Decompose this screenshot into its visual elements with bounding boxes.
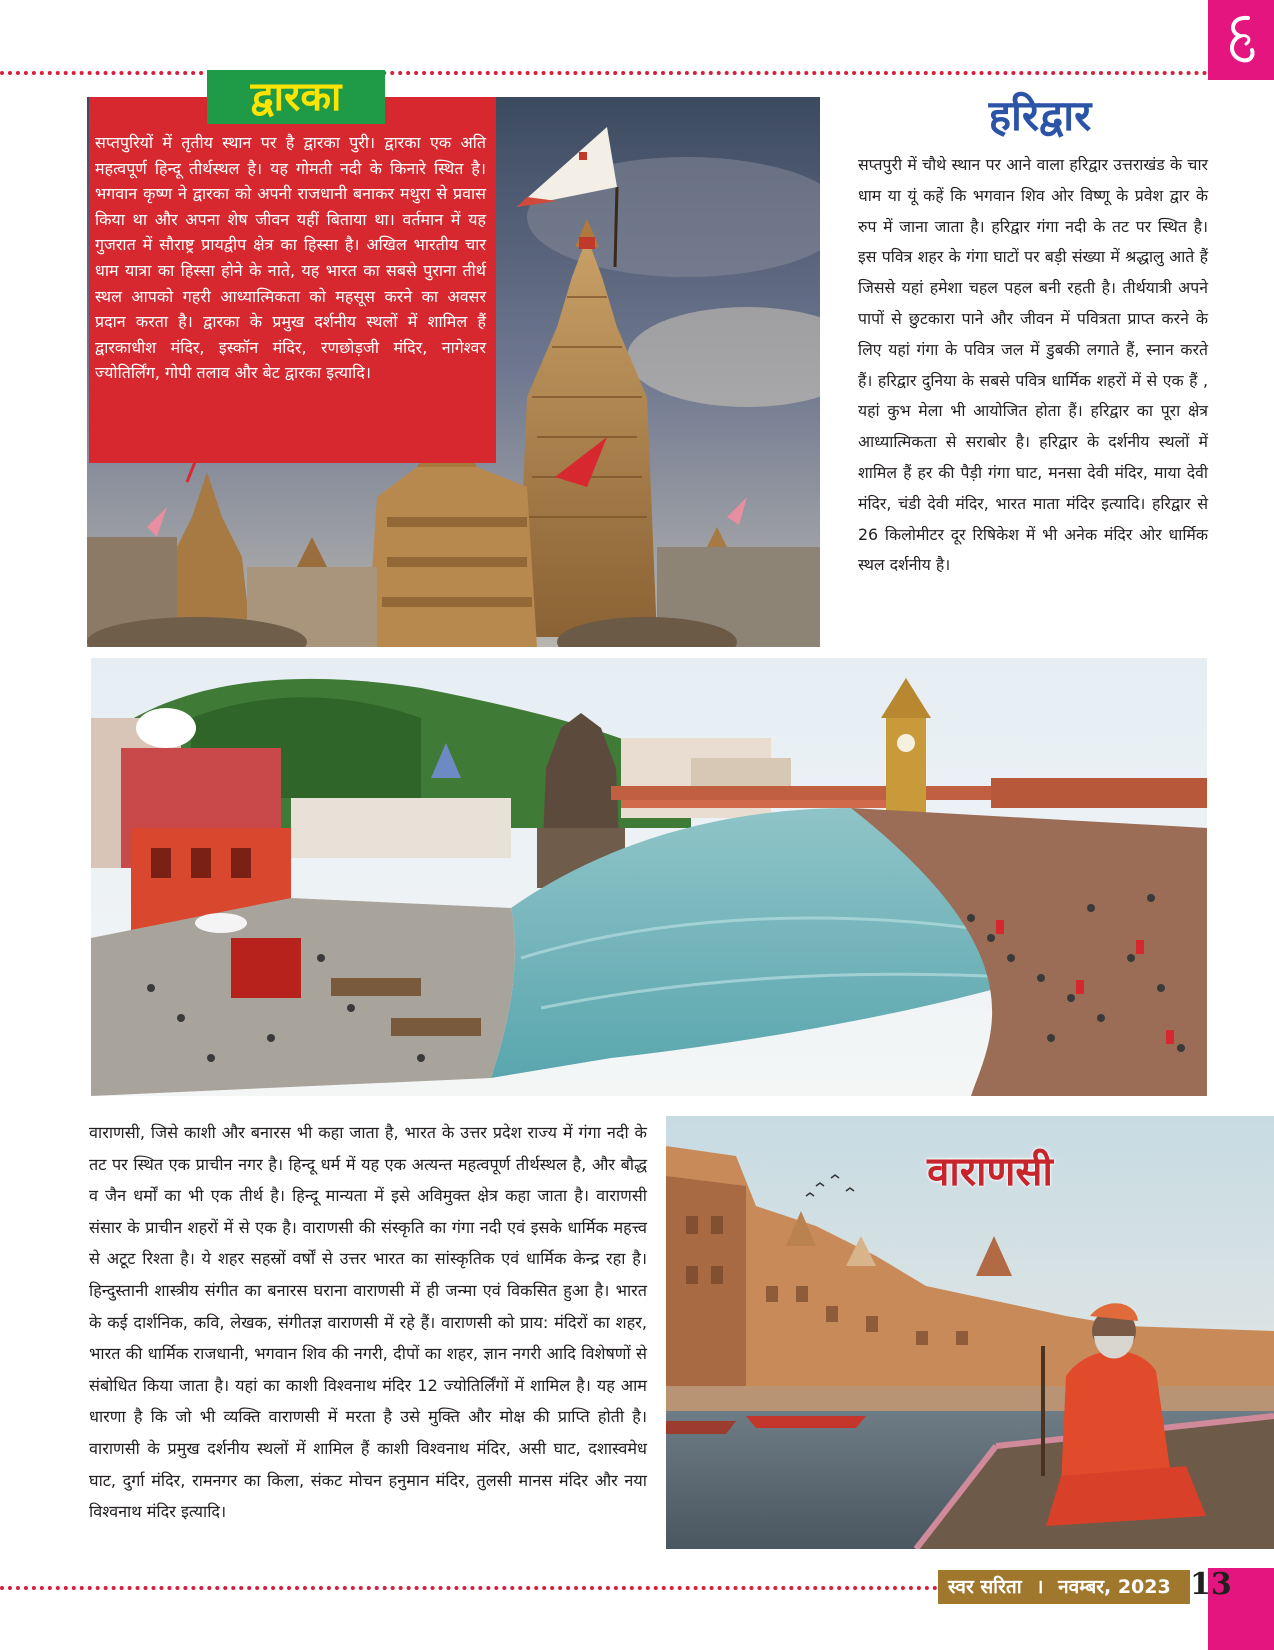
footer-magazine-name: स्वर सरिता — [948, 1576, 1022, 1598]
top-dotted-rule — [0, 71, 1208, 75]
page-number: 13 — [1190, 1567, 1232, 1602]
varanasi-title: वाराणसी — [927, 1148, 1053, 1195]
footer-issue-date: नवम्बर, 2023 — [1058, 1576, 1171, 1598]
varanasi-body: वाराणसी, जिसे काशी और बनारस भी कहा जाता है, भारत के उत्तर प्रदेश राज्य में गंगा नदी के तट पर स्थित एक प्राचीन नगर है। हिन्दू धर्म में यह एक अत्यन्त महत्वपूर्ण तीर्थस्थल है, और बौद्ध व जैन धर्मों का भी एक तीर्थ है। हिन्दू मान्यता में इसे अविमुक्त क्षेत्र कहा जाता है। वाराणसी संसार के प्राचीन शहरों में से एक है। वाराणसी की संस्कृति का गंगा नदी एवं इसके धार्मिक महत्त्व से अटूट रिश्ता है। ये शहर सहस्रों वर्षों से उत्तर भारत का सांस्कृतिक एवं धार्मिक केन्द्र रहा है। हिन्दुस्तानी शास्त्रीय संगीत का बनारस घराना वाराणसी में ही जन्मा एवं विकसित हुआ है। भारत के कई दार्शनिक, कवि, लेखक, संगीतज्ञ वाराणसी में रहे हैं। वाराणसी को प्राय: मंदिरों का शहर, भारत की धार्मिक राजधानी, भगवान शिव की नगरी, दीपों का शहर, ज्ञान नगरी आदि विशेषणों से संबोधित किया जाता है। यहां का काशी विश्वनाथ मंदिर 12 ज्योतिर्लिंगों में शामिल है। यह आम धारणा है कि जो भी व्यक्ति वाराणसी में मरता है उसे मुक्ति और मोक्ष की प्राप्ति होती है। वाराणसी के प्रमुख दर्शनीय स्थलों में शामिल हैं काशी विश्वनाथ मंदिर, असी घाट, दशास्वमेध घाट, दुर्गा मंदिर, रामनगर का किला, संकट मोचन हनुमान मंदिर, तुलसी मानस मंदिर और नया विश्वनाथ मंदिर इत्यादि। — [89, 1123, 648, 1522]
haridwar-ghat-photo — [91, 658, 1207, 1096]
bottom-dotted-rule — [0, 1586, 938, 1590]
dwarka-body: सप्तपुरियों में तृतीय स्थान पर है द्वारका पुरी। द्वारका एक अति महत्वपूर्ण हिन्दू तीर्थस्थल है। यह गोमती नदी के किनारे स्थित है। भगवान कृष्ण ने द्वारका को अपनी राजधानी बनाकर मथुरा से प्रवास किया था और अपना शेष जीवन यहीं बिताया था। वर्तमान में यह गुजरात में सौराष्ट्र प्रायद्वीप क्षेत्र का हिस्सा है। अखिल भारतीय चार धाम यात्रा का हिस्सा होने के नाते, यह भारत का सबसे पुराना तीर्थ स्थल आपको गहरी आध्यात्मिकता को महसूस करने का अवसर प्रदान करता है। द्वारका के प्रमुख दर्शनीय स्थलों में शामिल हैं द्वारकाधीश मंदिर, इस्कॉन मंदिर, रणछोड़जी मंदिर, नागेश्वर ज्योतिर्लिंग, गोपी तलाव और बेट द्वारका इत्यादि। — [95, 133, 486, 383]
haridwar-body: सप्तपुरी में चौथे स्थान पर आने वाला हरिद्वार उत्तराखंड के चार धाम या यूं कहें कि भगवान शिव ओर विष्णू के प्रवेश द्वार के रुप में जाना जाता है। हरिद्वार गंगा नदी के तट पर स्थित है। इस पवित्र शहर के गंगा घाटों पर बड़ी संख्या में श्रद्धालु आते हैं जिससे यहां हमेशा चहल पहल बनी रहती है। तीर्थयात्री अपने पापों से छुटकारा पाने और जीवन में पवित्रता प्राप्त करने के लिए यहां गंगा के पवित्र जल में डुबकी लगाते हैं, स्नान करते हैं। हरिद्वार दुनिया के सबसे पवित्र धार्मिक शहरों में से एक हैं , यहां कुभ मेला भी आयोजित होता हैं। हरिद्वार का पूरा क्षेत्र आध्यात्मिकता से सराबोर है। हरिद्वार के दर्शनीय स्थलों में शामिल हैं हर की पैड़ी गंगा घाट, मनसा देवी मंदिर, माया देवी मंदिर, चंडी देवी मंदिर, भारत माता मंदिर इत्यादि। हरिद्वार से 26 किलोमीटर दूर रिषिकेश में भी अनेक मंदिर ओर धार्मिक स्थल दर्शनीय है। — [858, 155, 1208, 575]
footer-issue-line — [948, 1570, 1188, 1604]
dwarka-text-box-tail — [89, 407, 371, 463]
haridwar-title: हरिद्वार — [988, 91, 1092, 140]
magazine-logo-icon — [1218, 10, 1262, 72]
ghat-photo-icon — [91, 658, 1207, 1096]
dwarka-title: द्वारका — [207, 70, 385, 124]
footer-separator: । — [1036, 1576, 1044, 1598]
